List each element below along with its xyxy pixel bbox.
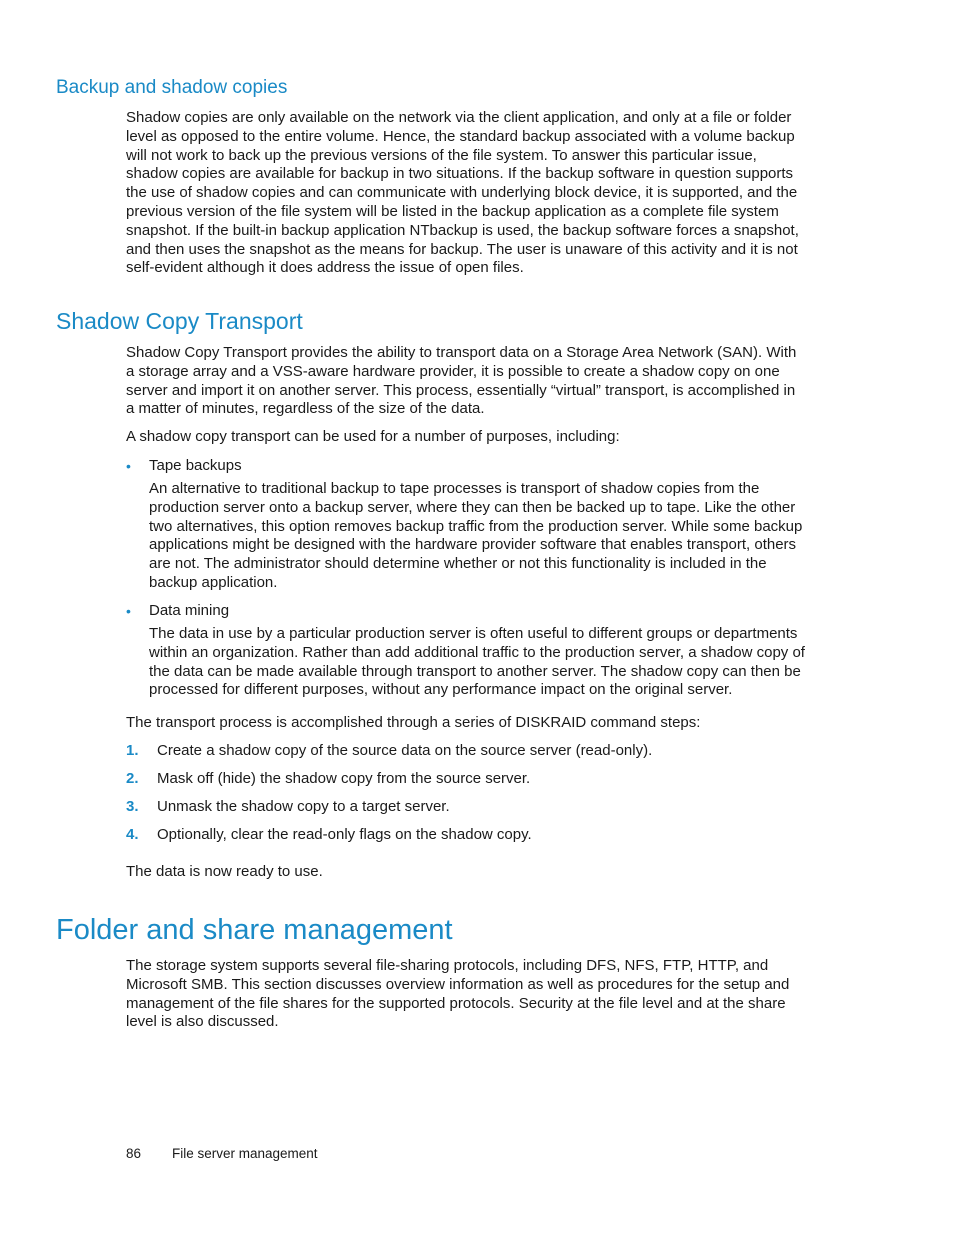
- step-text: Unmask the shadow copy to a target server.: [157, 798, 450, 815]
- footer-chapter-title: File server management: [172, 1146, 318, 1161]
- bullet-body-tape-backups: An alternative to traditional backup to tape processes is transport of shadow copies from the production server onto a backup server, where they can then be backed up to tape. Like the other two alternatives, this option removes backup traffic from the production server. While some backup applications might be designed with the hardware provider software that enables transport, others are not. The administrator should determine whether or not this functionality is included in the backup application.: [149, 480, 803, 591]
- outro-paragraph: The data is now ready to use.: [126, 863, 323, 880]
- step-number: 1.: [126, 742, 139, 759]
- backup-paragraph: Shadow copies are only available on the network via the client application, and only at a file or folder level as opposed to the entire volume. Hence, the standard backup associated with a volume backup will not work to back up the previous versions of the file system. To answer this particular issue, shadow copies are available for backup in two situations. If the backup software in question supports the use of shadow copies and can communicate with underlying block device, it is supported, and the previous version of the file system will be listed in the backup application as a complete file system snapshot. If the built-in backup application NTbackup is used, the backup software forces a snapshot, and then uses the snapshot as the means for backup. The user is unaware of this activity and it is not self-evident although it does address the issue of open files.: [126, 109, 799, 277]
- bullet-icon: •: [126, 458, 131, 474]
- steps-intro-paragraph: The transport process is accomplished through a series of DISKRAID command steps:: [126, 714, 701, 731]
- bullet-body-data-mining: The data in use by a particular production server is often useful to different groups or departments within an organization. Rather than add additional traffic to the production server, a shadow copy of the data can be made available through transport to another server. The shadow copy can then be processed for different purposes, without any performance impact on the original server.: [149, 625, 805, 699]
- step-number: 3.: [126, 798, 139, 815]
- folder-share-paragraph: The storage system supports several file-sharing protocols, including DFS, NFS, FTP, HTTP, and Microsoft SMB. This section discusses overview information as well as procedures for the setup and management of the file shares for the supported protocols. Security at the file level and at the share level is also discussed.: [126, 957, 790, 1031]
- step-text: Create a shadow copy of the source data on the source server (read-only).: [157, 742, 653, 759]
- bullet-title: Data mining: [149, 602, 230, 619]
- heading-backup-shadow-copies: Backup and shadow copies: [56, 77, 288, 98]
- step-number: 2.: [126, 770, 139, 787]
- step-text: Mask off (hide) the shadow copy from the source server.: [157, 770, 531, 787]
- transport-intro-paragraph: Shadow Copy Transport provides the ability to transport data on a Storage Area Network (SAN). With a storage array and a VSS-aware hardware provider, it is possible to create a shadow copy on one server and import it on another server. This process, essentially “virtual” transport, is accomplished in a matter of minutes, regardless of the size of the data.: [126, 344, 797, 418]
- heading-shadow-copy-transport: Shadow Copy Transport: [56, 308, 303, 334]
- bullet-icon: •: [126, 603, 131, 619]
- bullet-title: Tape backups: [149, 457, 242, 474]
- step-text: Optionally, clear the read-only flags on the shadow copy.: [157, 826, 532, 843]
- page-number: 86: [126, 1146, 142, 1161]
- step-number: 4.: [126, 826, 139, 843]
- heading-folder-share-management: Folder and share management: [56, 914, 453, 946]
- purposes-intro-paragraph: A shadow copy transport can be used for a number of purposes, including:: [126, 428, 620, 445]
